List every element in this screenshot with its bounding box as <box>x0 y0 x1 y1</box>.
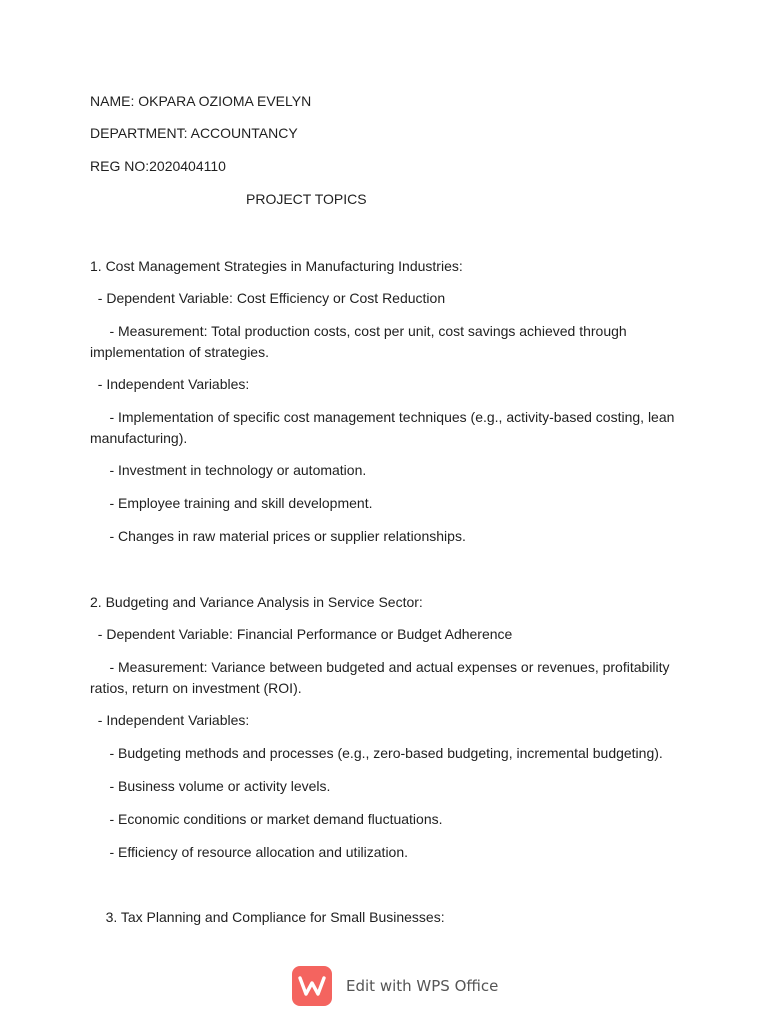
topic-1-dependent: - Dependent Variable: Cost Efficiency or Cost Reduction <box>90 290 446 306</box>
wps-edit-text[interactable]: Edit with WPS Office <box>346 977 499 995</box>
topic-1-item-1-cont: manufacturing). <box>90 430 188 446</box>
topic-1-item-1: - Implementation of specific cost management techniques (e.g., activity-based costing, lean <box>90 409 675 425</box>
topic-2-measurement-cont: ratios, return on investment (ROI). <box>90 680 302 696</box>
topic-1-measurement: - Measurement: Total production costs, cost per unit, cost savings achieved through <box>90 323 627 339</box>
topic-1-item-3: - Employee training and skill development. <box>90 495 373 511</box>
topic-1-heading: 1. Cost Management Strategies in Manufacturing Industries: <box>90 258 463 274</box>
department: DEPARTMENT: ACCOUNTANCY <box>90 125 298 141</box>
topic-2-item-4: - Efficiency of resource allocation and utilization. <box>90 844 409 860</box>
topic-2-heading: 2. Budgeting and Variance Analysis in Service Sector: <box>90 594 423 610</box>
topic-3-heading: 3. Tax Planning and Compliance for Small Businesses: <box>90 909 445 925</box>
topic-2-measurement: - Measurement: Variance between budgeted and actual expenses or revenues, profitability <box>90 659 670 675</box>
topic-2-dependent: - Dependent Variable: Financial Performance or Budget Adherence <box>90 626 513 642</box>
wps-edit-banner[interactable] <box>292 966 498 1006</box>
student-name: NAME: OKPARA OZIOMA EVELYN <box>90 93 312 109</box>
wps-office-logo-icon <box>292 966 332 1006</box>
reg-number: REG NO:2020404110 <box>90 158 226 174</box>
topic-1-item-2: - Investment in technology or automation. <box>90 462 367 478</box>
topic-2-item-1: - Budgeting methods and processes (e.g., zero-based budgeting, incremental budgeting). <box>90 745 663 761</box>
page-title: PROJECT TOPICS <box>246 191 367 207</box>
topic-1-independent: - Independent Variables: <box>90 376 250 392</box>
topic-1-item-4: - Changes in raw material prices or supplier relationships. <box>90 528 466 544</box>
topic-1-measurement-cont: implementation of strategies. <box>90 344 269 360</box>
topic-2-independent: - Independent Variables: <box>90 712 250 728</box>
topic-2-item-3: - Economic conditions or market demand fluctuations. <box>90 811 443 827</box>
topic-2-item-2: - Business volume or activity levels. <box>90 778 331 794</box>
